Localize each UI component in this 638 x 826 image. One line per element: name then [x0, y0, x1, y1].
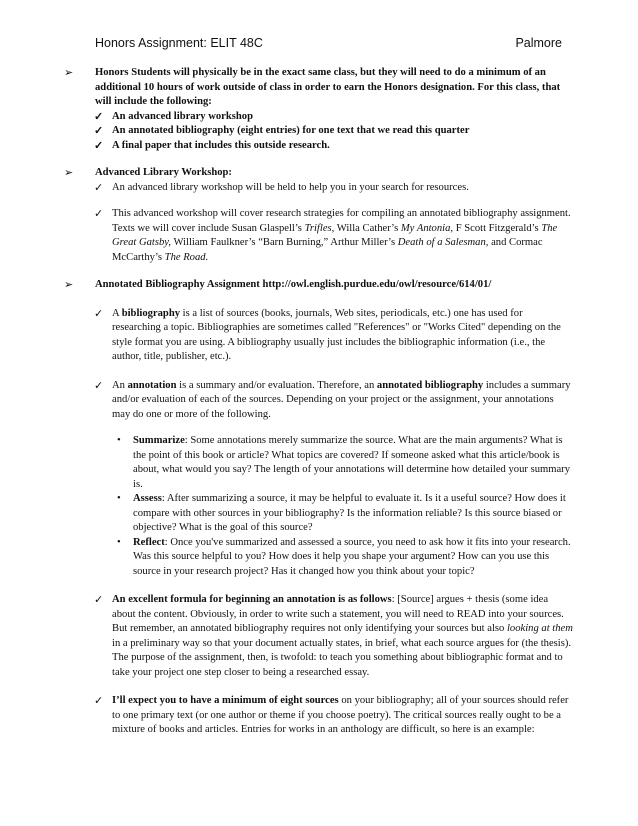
list-item: ✓ An annotation is a summary and/or evaluation. Therefore, an annotated bibliography includes a summary and/or evaluation of each of the sources. Depending on your project or the assignment, your annotations may do one or more of the following. [94, 379, 571, 420]
checkmark-icon: ✓ [94, 125, 104, 137]
section-annotated-bibliography [64, 278, 574, 738]
list-item: • Summarize: Some annotations merely summarize the source. What are the main arguments? What is the point of this book or article? What topics are covered? If someone asked what this article/book is about, what would you say? The length of your annotations will determine how detailed your summary is. [117, 435, 570, 490]
document-body [64, 66, 574, 738]
checkmark-icon: ✓ [94, 594, 104, 606]
list-item: ✓ This advanced workshop will cover research strategies for compiling an annotated bibliography assignment. Texts we will cover include Susan Glaspell’s Trifles, Willa Cather’s My Antonia, F Scott Fitzgerald’s The Great Gatsby, William Faulkner’s “Barn Burning,” Arthur Miller’s Death of a Salesman, and Cormac McCarthy’s The Road. [94, 208, 571, 263]
arrow-bullet-icon: ➢ [64, 167, 74, 179]
list-item: • Reflect: Once you've summarized and assessed a source, you need to ask how it fits into your research. Was this source helpful to you? How does it help you shape your argument? How can you use this source in your research project? Has it changed how you think about your topic? [117, 536, 571, 577]
list-item: ✓ A final paper that includes this outside research. [94, 139, 330, 152]
checkmark-icon: ✓ [94, 208, 104, 220]
header-right: Palmore [515, 36, 562, 50]
checkmark-icon: ✓ [94, 110, 104, 123]
section-title: Advanced Library Workshop: [95, 167, 232, 178]
list-item: • Assess: After summarizing a source, it may be helpful to evaluate it. Is it a useful source? How does it compare with other sources in your bibliography? Is the information reliable? Is this source biased or objective? What is the goal of this source? [117, 493, 566, 533]
checkmark-icon: ✓ [94, 379, 104, 392]
header-left: Honors Assignment: ELIT 48C [95, 36, 263, 50]
section-library-workshop [64, 166, 574, 265]
checkmark-icon: ✓ [94, 139, 104, 152]
list-item: ✓ An advanced library workshop [94, 110, 253, 123]
list-item: ✓ An excellent formula for beginning an annotation is as follows: [Source] argues + thesis (some idea about the content. Obviously, in order to write such a statement, you will need to READ into your sources. But remember, an annotated bibliography requires not only identifying your sources but also looking at them in a preliminary way so that your document actually states, in brief, what each source argues for (the thesis). The purpose of the assignment, then, is twofold: to teach you something about bibliographic format and to take your project one step closer to being a researched essay. [94, 594, 573, 678]
bullet-icon: • [117, 536, 121, 548]
bullet-icon: • [117, 435, 121, 446]
section-honors [64, 66, 574, 153]
arrow-bullet-icon: ➢ [64, 67, 74, 79]
checkmark-icon: ✓ [94, 695, 104, 707]
arrow-bullet-icon: ➢ [64, 279, 74, 291]
list-item: ✓ An advanced library workshop will be held to help you in your search for resources. [94, 181, 469, 194]
section-title: Annotated Bibliography Assignment http://owl.english.purdue.edu/owl/resource/614/01/ [95, 279, 492, 290]
bullet-icon: • [117, 493, 121, 504]
list-item: ✓ I’ll expect you to have a minimum of eight sources on your bibliography; all of your sources should refer to one primary text (or one author or theme if you choose poetry). The critical sources really ought to be a mixture of books and articles. Entries for works in an anthology are difficult, so here is an example: [94, 695, 569, 735]
checkmark-icon: ✓ [94, 307, 104, 320]
list-item: ✓ A bibliography is a list of sources (books, journals, Web sites, periodicals, etc.) one has used for researching a topic. Bibliographies are sometimes called "References" or "Works Cited" depending on the style format you are using. A bibliography usually just includes the bibliographic information (i.e., the author, title, publisher, etc.). [94, 307, 561, 362]
list-item: ✓ An annotated bibliography (eight entries) for one text that we read this quarter [94, 125, 470, 137]
honors-intro: Honors Students will physically be in the exact same class, but they will need to do a minimum of an additional 10 hours of work outside of class in order to earn the Honors designation. For this class, that will include the following: [95, 67, 561, 107]
checkmark-icon: ✓ [94, 181, 104, 194]
